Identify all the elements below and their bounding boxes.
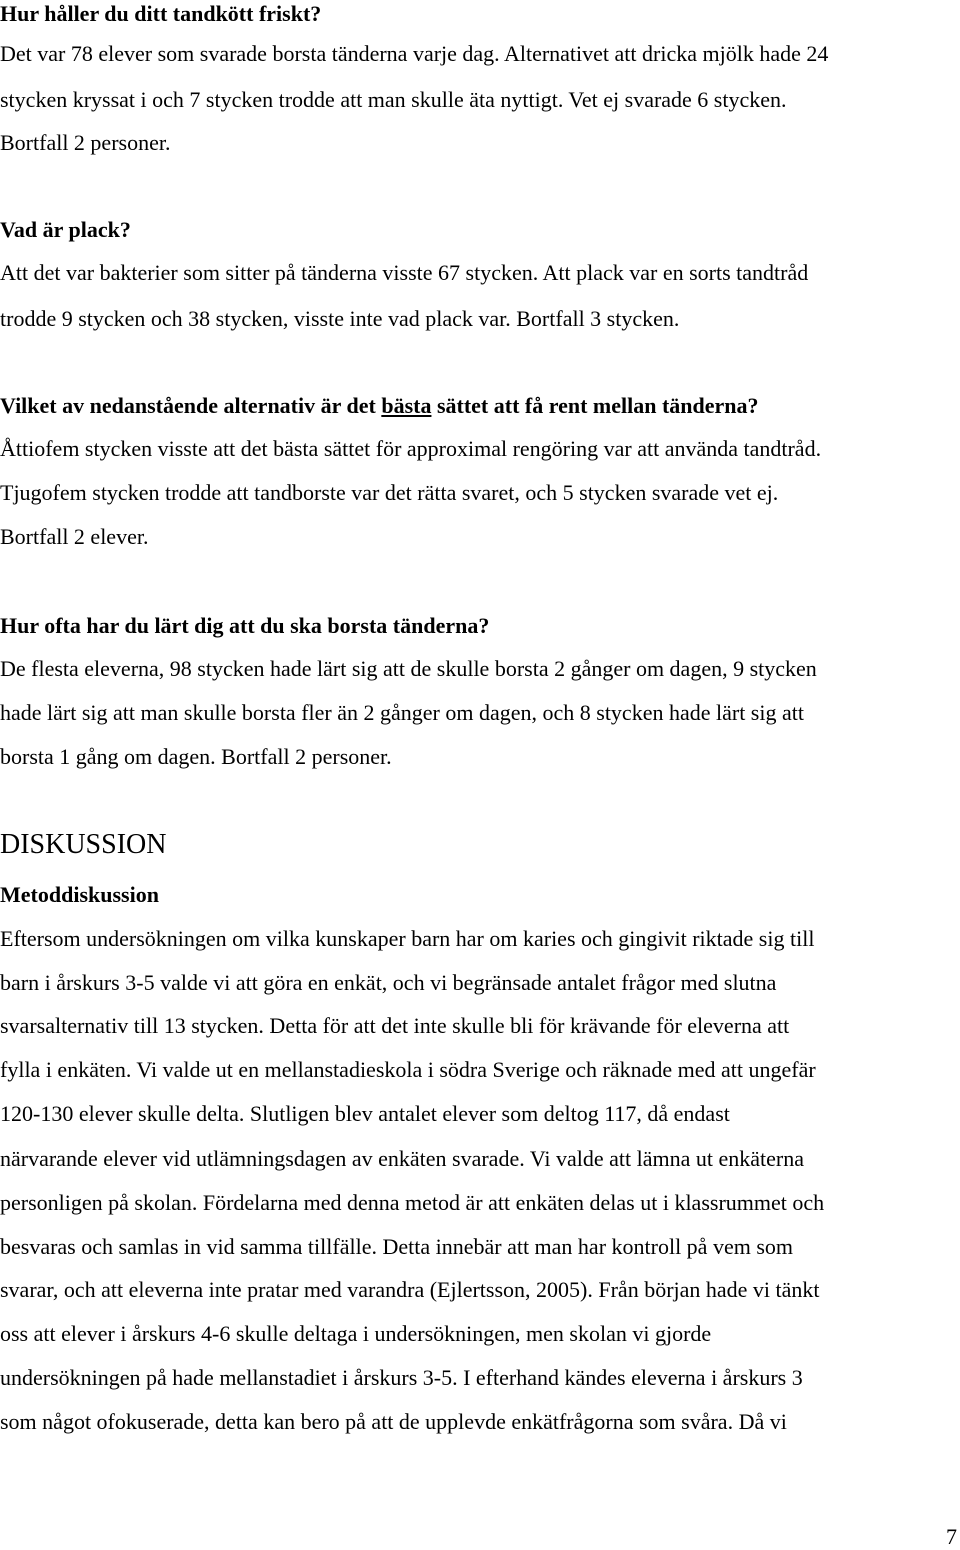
heading-plack: Vad är plack? [0,217,131,242]
paragraph-line: trodde 9 stycken och 38 stycken, visste inte vad plack var. Bortfall 3 stycken. [0,306,680,331]
page-number: 7 [946,1524,957,1549]
heading-tandkott: Hur håller du ditt tandkött friskt? [0,1,322,26]
paragraph-line: svarsalternativ till 13 stycken. Detta för att det inte skulle bli för krävande för eleverna att [0,1013,790,1038]
paragraph-line: Att det var bakterier som sitter på tänderna visste 67 stycken. Att plack var en sorts tandtråd [0,260,809,285]
paragraph-line: besvaras och samlas in vid samma tillfälle. Detta innebär att man har kontroll på vem som [0,1234,793,1259]
paragraph-line: Bortfall 2 elever. [0,524,149,549]
paragraph-line: 120-130 elever skulle delta. Slutligen blev antalet elever som deltog 117, då endast [0,1101,730,1126]
paragraph-line: som något ofokuserade, detta kan bero på att de upplevde enkätfrågorna som svåra. Då vi [0,1409,787,1434]
heading-basta [0,392,759,420]
paragraph-line: hade lärt sig att man skulle borsta fler än 2 gånger om dagen, och 8 stycken hade lärt sig att [0,700,804,725]
paragraph-line: personligen på skolan. Fördelarna med denna metod är att enkäten delas ut i klassrummet och [0,1190,825,1215]
paragraph-line: svarar, och att eleverna inte pratar med varandra (Ejlertsson, 2005). Från början hade vi tänkt [0,1277,820,1302]
paragraph-line: närvarande elever vid utlämningsdagen av enkäten svarade. Vi valde att lämna ut enkäterna [0,1146,804,1171]
paragraph-line: Tjugofem stycken trodde att tandborste var det rätta svaret, och 5 stycken svarade vet ej. [0,480,779,505]
heading-basta-underlined: bästa [381,393,432,418]
paragraph-line: Eftersom undersökningen om vilka kunskaper barn har om karies och gingivit riktade sig till [0,926,815,951]
paragraph-line: stycken kryssat i och 7 stycken trodde att man skulle äta nyttigt. Vet ej svarade 6 stycken. [0,87,787,112]
paragraph-line: Det var 78 elever som svarade borsta tänderna varje dag. Alternativet att dricka mjölk hade 24 [0,41,829,66]
paragraph-line: barn i årskurs 3-5 valde vi att göra en enkät, och vi begränsade antalet frågor med slutna [0,970,777,995]
subheading-metoddiskussion: Metoddiskussion [0,882,159,907]
paragraph-line: fylla i enkäten. Vi valde ut en mellanstadieskola i södra Sverige och räknade med att ungefär [0,1057,816,1082]
paragraph-line: borsta 1 gång om dagen. Bortfall 2 personer. [0,744,392,769]
heading-basta-part2: sättet att få rent mellan tänderna? [431,393,759,418]
paragraph-line: Åttiofem stycken visste att det bästa sättet för approximal rengöring var att använda tandtråd. [0,436,822,461]
heading-borsta: Hur ofta har du lärt dig att du ska borsta tänderna? [0,613,490,638]
section-title-diskussion: DISKUSSION [0,829,167,860]
paragraph-line: De flesta eleverna, 98 stycken hade lärt sig att de skulle borsta 2 gånger om dagen, 9 stycken [0,656,817,681]
paragraph-line: Bortfall 2 personer. [0,130,171,155]
paragraph-line: oss att elever i årskurs 4-6 skulle deltaga i undersökningen, men skolan vi gjorde [0,1321,712,1346]
heading-basta-part1: Vilket av nedanstående alternativ är det [0,393,382,418]
paragraph-line: undersökningen på hade mellanstadiet i årskurs 3-5. I efterhand kändes eleverna i årskurs 3 [0,1365,803,1390]
